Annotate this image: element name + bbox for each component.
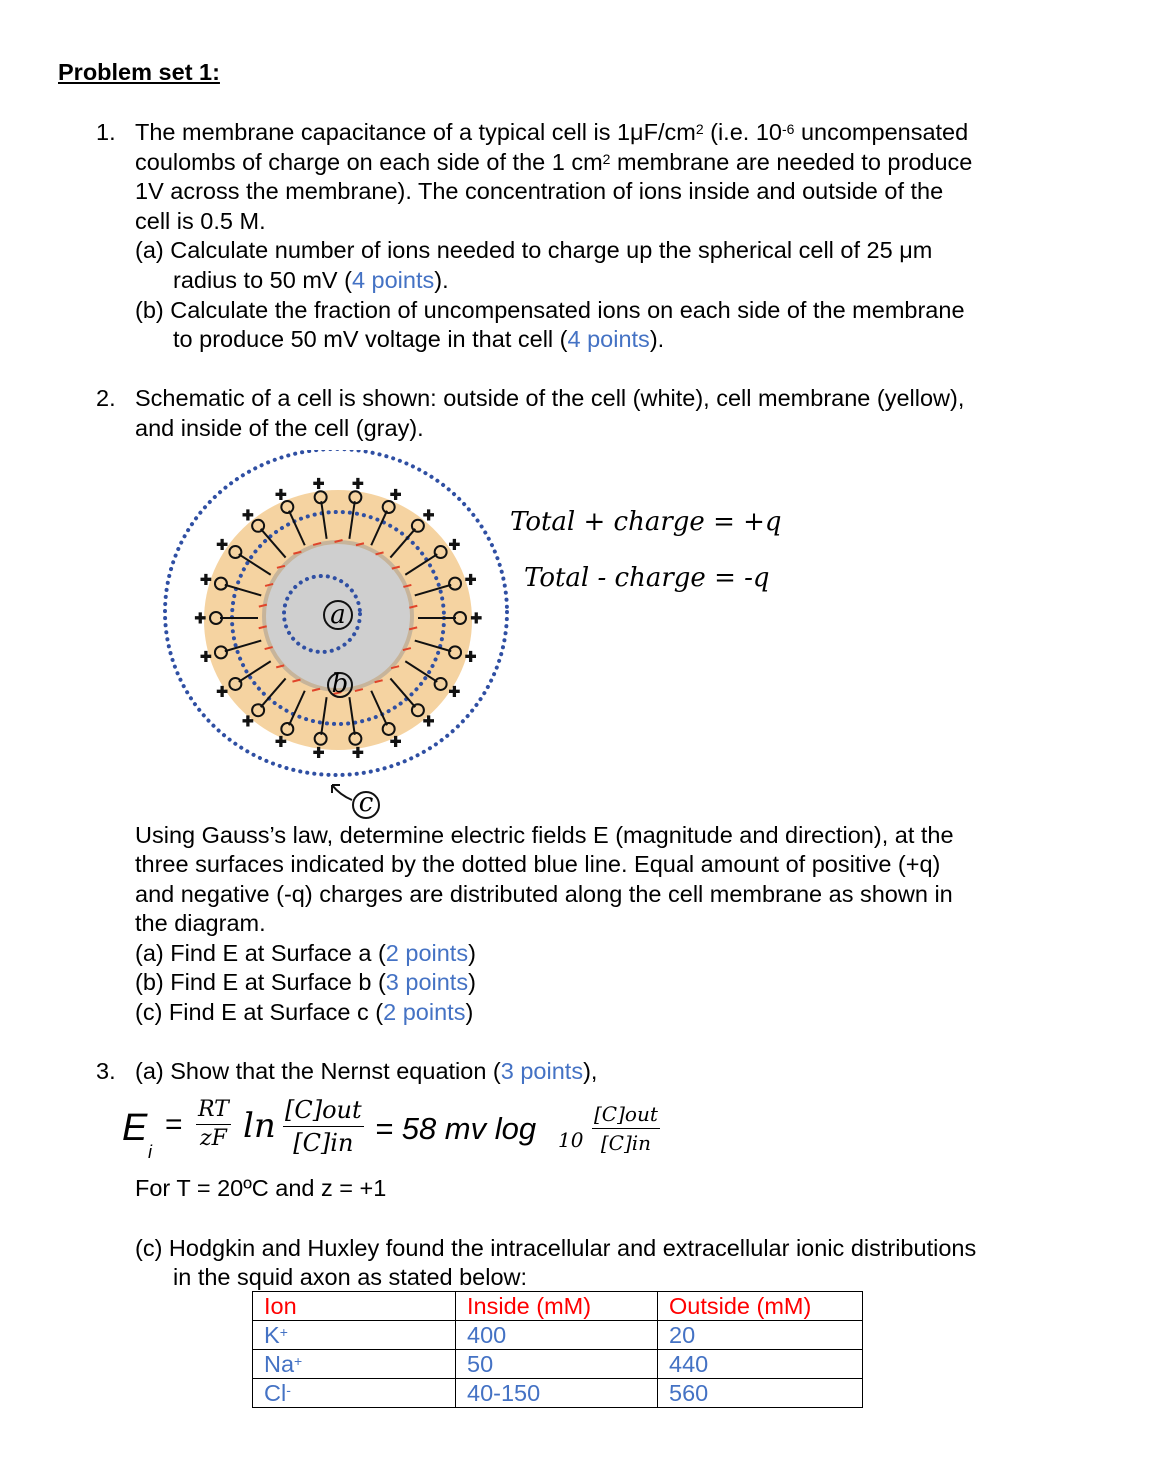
plus-sign: + [423,710,434,731]
q2c-text: (c) Find E at Surface c (2 points) [135,999,474,1025]
plus-sign: + [465,646,476,667]
ion-table [252,1291,863,1408]
q1-line: The membrane capacitance of a typical cell is $1\mu F/cm^2$ (i.e. $10^{-6}$ uncompensated [135,119,969,145]
cell-diagram [160,450,800,830]
plus-sign: + [465,569,476,590]
q3a-text: (a) Show that the Nernst equation (3 points), [135,1058,598,1084]
plus-sign: + [449,534,460,555]
plus-sign: + [471,608,482,628]
q1b-text: to produce 50 mV voltage in that cell (4 points). [173,326,665,352]
q3c-text: in the squid axon as stated below: [173,1264,528,1290]
arrow-icon [332,785,352,800]
q1a-text: radius to 50 mV (4 points). [173,267,449,293]
plus-sign: + [216,681,228,702]
q2-line: Schematic of a cell is shown: outside of the cell (white), cell membrane (yellow), [135,385,965,411]
plus-sign: + [275,731,287,752]
q1-line: cell is 0.5 M. [135,208,266,234]
q1-line: 1V across the membrane). The concentration of ions inside and outside of the [135,178,944,204]
q2-para: the diagram. [135,910,266,936]
total-positive-charge: Total + charge = +q [510,507,782,537]
plus-sign: + [390,731,401,752]
plus-sign: + [242,505,254,526]
q3-number: 3. [96,1058,116,1084]
q3c-text: (c) Hodgkin and Huxley found the intracellular and extracellular ionic distributions [135,1235,977,1261]
plus-sign: + [352,742,364,763]
table-row: Na+ 50 440 [253,1350,863,1379]
table-header-row: Ion Inside (mM) Outside (mM) [253,1292,863,1321]
plus-sign: + [390,484,401,505]
label-surface-b: b [331,669,349,699]
points: 4 points [567,326,650,352]
q1a-text: (a) Calculate number of ions needed to charge up the spherical cell of 25 μm [135,237,933,263]
page-title: Problem set 1: [58,59,220,85]
plus-sign: + [352,473,364,494]
plus-sign: + [423,505,434,526]
table-row: K+ 400 20 [253,1321,863,1350]
plus-sign: + [200,569,212,590]
temperature-condition: For T = 20ºC and z = +1 [135,1175,387,1201]
q2-para: three surfaces indicated by the dotted blue line. Equal amount of positive (+q) [135,851,941,877]
total-negative-charge: Total - charge = -q [524,563,770,593]
q1-number: 1. [96,119,116,145]
q2-para: and negative (-q) charges are distributed along the cell membrane as shown in [135,881,953,907]
plus-sign: + [242,710,254,731]
plus-sign: + [313,473,324,494]
q1-line: coulombs of charge on each side of the 1 $cm^2$ membrane are needed to produce [135,149,973,175]
plus-sign: + [275,484,287,505]
q2a-text: (a) Find E at Surface a (2 points) [135,940,476,966]
q2-number: 2. [96,385,116,411]
plus-sign: + [200,646,212,667]
points: 4 points [351,267,435,293]
q2-line: and inside of the cell (gray). [135,415,424,441]
plus-sign: + [449,681,460,702]
document-page: Problem set 1: 1. The membrane capacitance of a typical cell is $1\mu F/cm^2$ (i.e. $10^{-6}$ uncompensated coulombs of charge on each side of the 1 $cm^2$ membrane are needed to produce 1V across the membrane). The concentration of ions inside and outside of the cell is 0.5 M. (a) Calculate number of ions needed to charge up the spherical cell of 25 μm radius to 50 mV (4 points). (b) Calculate the fraction of uncompensated ions on each side of the membrane to produce 50 mV voltage in that cell (4 points). 2. Schematic of a cell is shown: outside of the cell (white), cell membrane (yellow), and inside of the cell (gray). + + + + + + + + + + + + + + + + + + + + + + a b c Total + charge = +q Total - charge = -q Using Gauss’s law, determine electric fields E (magnitude and direction), at the three surfaces indicated by the dotted blue line. Equal amount of positive (+q) and negative (-q) charges are distributed along the cell membrane as shown in the diagram. (a) Find E at Surface a (2 points) (b) Find E at Surface b (3 points) (c) Find E at Surface c (2 points) 3. (a) Show that the Nernst equation (3 points), E i = $\frac{RT}{zF}$ ln [C]out [C]in = 58 mv log 10 [C]out [C]in For T = 20ºC and z = +1 (c) Hodgkin and Huxley found the intracellular and extracellular ionic distributions in the squid axon as stated below: Ion Inside (mM) Outside (mM) K+ 400 20 Na+ 50 440 Cl- 40-150 560 [0,0,1150,1482]
q2b-text: (b) Find E at Surface b (3 points) [135,969,476,995]
q1b-text: (b) Calculate the fraction of uncompensated ions on each side of the membrane [135,297,965,323]
table-row: Cl- 40-150 560 [253,1379,863,1408]
plus-sign: + [195,608,206,628]
label-surface-a: a [330,600,346,630]
plus-sign: + [313,742,324,763]
q2-para: Using Gauss’s law, determine electric fields E (magnitude and direction), at the [135,822,954,848]
label-surface-c: c [358,788,374,818]
plus-sign: + [216,534,228,555]
